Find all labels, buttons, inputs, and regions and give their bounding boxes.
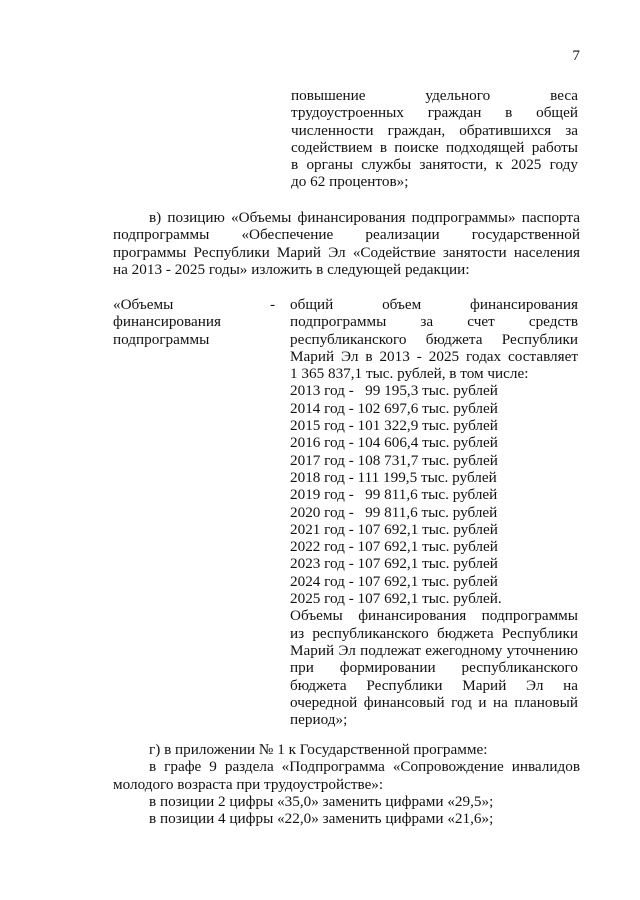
text-line: трудоустроенных граждан в общей [291,104,578,122]
financing-description [290,296,578,728]
text-line: численности граждан, обратившихся за [291,121,578,139]
year-item: 2017 год - 108 731,7 тыс. рублей [290,451,498,469]
text-line: подпрограммы за счет средств [290,313,578,331]
label-line: финансирования [113,313,221,331]
label-line: подпрограммы [113,330,210,348]
text-line: бюджета Республики Марий Эл на [290,676,578,694]
top-paragraph [291,87,578,191]
text-line: молодого возраста при трудоустройстве»: [113,775,384,793]
financing-label [113,296,283,348]
text-line: республиканского бюджета Республики [290,330,578,348]
year-item: 2020 год - 99 811,6 тыс. рублей [290,503,498,521]
year-list [290,382,578,607]
year-item: 2014 год - 102 697,6 тыс. рублей [290,399,498,417]
item-v-paragraph [113,209,580,278]
text-line: из республиканского бюджета Республики [290,624,578,642]
text-line: очередной финансовый год и на плановый [290,693,578,711]
item-g-paragraph [113,741,580,827]
label-line: «Объемы [113,296,174,313]
text-line: общий объем финансирования [290,296,578,313]
text-line: г) в приложении № 1 к Государственной программе: [149,741,488,758]
text-line: в) позицию «Объемы финансирования подпрограммы» паспорта [149,209,580,226]
year-item: 2019 год - 99 811,6 тыс. рублей [290,486,498,504]
year-item: 2025 год - 107 692,1 тыс. рублей. [290,590,502,608]
text-line: 1 365 837,1 тыс. рублей, в том числе: [290,365,529,383]
text-line: до 62 процентов»; [291,173,409,191]
text-line: в графе 9 раздела «Подпрограмма «Сопровождение инвалидов [149,758,580,776]
text-line: повышение удельного веса [291,87,578,104]
text-line: в позиции 2 цифры «35,0» заменить цифрами «29,5»; [149,792,494,810]
year-item: 2018 год - 111 199,5 тыс. рублей [290,468,497,486]
text-line: содействием в поиске подходящей работы [291,138,578,156]
year-item: 2016 год - 104 606,4 тыс. рублей [290,434,498,452]
year-item: 2023 год - 107 692,1 тыс. рублей [290,555,498,573]
year-item: 2013 год - 99 195,3 тыс. рублей [290,382,498,400]
text-line: Марий Эл подлежат ежегодному уточнению [290,641,578,659]
text-line: Объемы финансирования подпрограммы [290,607,578,625]
text-line: программы Республики Марий Эл «Содействие занятости населения [113,243,580,261]
year-item: 2024 год - 107 692,1 тыс. рублей [290,572,498,590]
text-line: при формировании республиканского [290,659,578,677]
page-number: 7 [572,47,580,64]
text-line: в позиции 4 цифры «22,0» заменить цифрами «21,6»; [149,810,494,828]
label-dash: - [270,296,276,313]
year-item: 2021 год - 107 692,1 тыс. рублей [290,520,498,538]
year-item: 2015 год - 101 322,9 тыс. рублей [290,417,498,435]
text-line: на 2013 - 2025 годы» изложить в следующей редакции: [113,260,470,278]
text-line: период»; [290,711,348,729]
text-line: Марий Эл в 2013 - 2025 годах составляет [290,347,578,365]
text-line: подпрограммы «Обеспечение реализации государственной [113,226,580,244]
text-line: в органы службы занятости, к 2025 году [291,156,578,174]
year-item: 2022 год - 107 692,1 тыс. рублей [290,538,498,556]
